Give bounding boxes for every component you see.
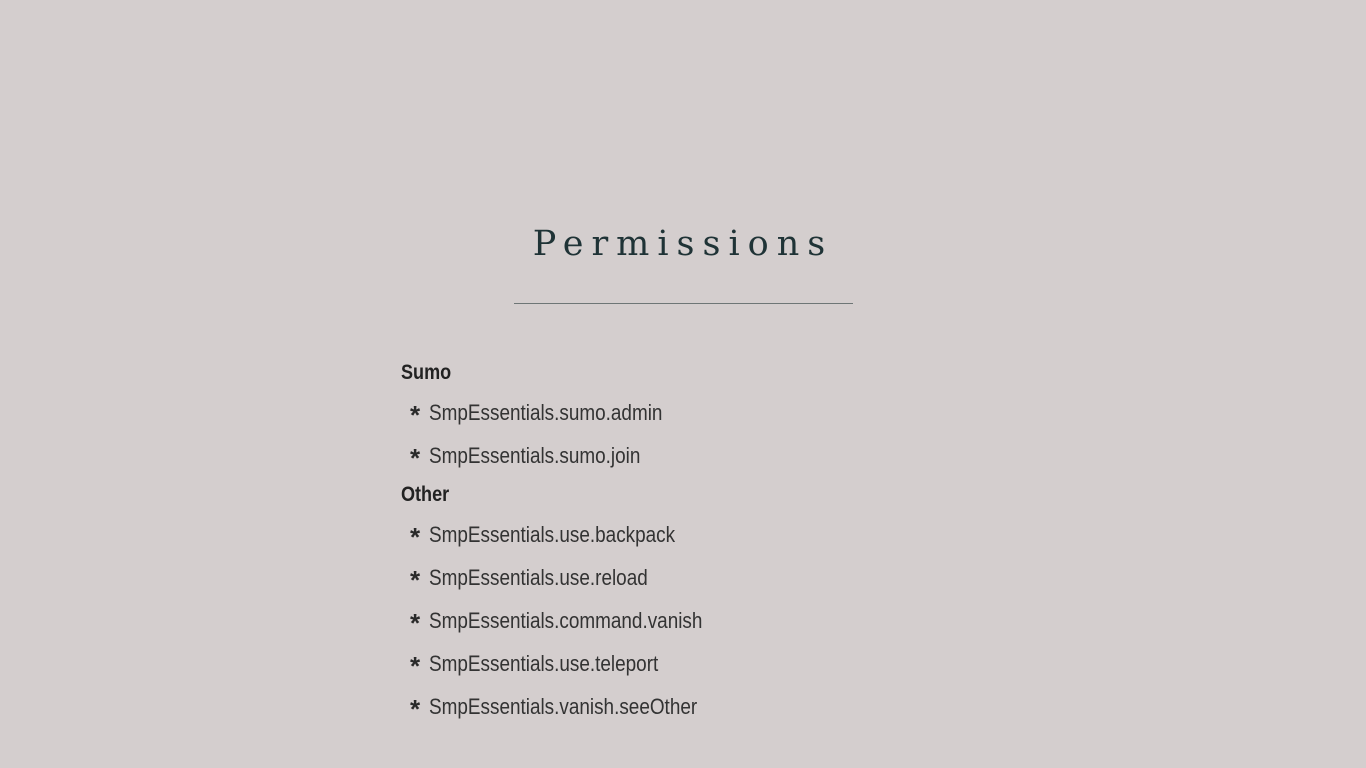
bullet-icon: * bbox=[409, 400, 421, 430]
bullet-icon: * bbox=[409, 565, 421, 595]
permission-text: SmpEssentials.command.vanish bbox=[429, 608, 703, 633]
list-item bbox=[401, 391, 1001, 434]
section-title-other: Other bbox=[401, 483, 450, 506]
bullet-icon: * bbox=[409, 651, 421, 681]
page-title: Permissions bbox=[532, 224, 834, 264]
permission-text: SmpEssentials.use.backpack bbox=[429, 522, 676, 547]
bullet-icon: * bbox=[409, 694, 421, 724]
section-title-sumo: Sumo bbox=[401, 361, 452, 384]
list-item bbox=[401, 556, 1001, 599]
permissions-list bbox=[401, 355, 1001, 728]
title-divider bbox=[514, 303, 853, 304]
permission-text: SmpEssentials.use.reload bbox=[429, 565, 648, 590]
permission-text: SmpEssentials.vanish.seeOther bbox=[429, 694, 698, 719]
bullet-icon: * bbox=[409, 522, 421, 552]
bullet-icon: * bbox=[409, 608, 421, 638]
list-item bbox=[401, 642, 1001, 685]
permission-text: SmpEssentials.sumo.join bbox=[429, 443, 641, 468]
list-item bbox=[401, 685, 1001, 728]
permission-text: SmpEssentials.use.teleport bbox=[429, 651, 659, 676]
list-item bbox=[401, 599, 1001, 642]
list-item bbox=[401, 434, 1001, 477]
permission-text: SmpEssentials.sumo.admin bbox=[429, 400, 663, 425]
bullet-icon: * bbox=[409, 443, 421, 473]
list-item bbox=[401, 513, 1001, 556]
